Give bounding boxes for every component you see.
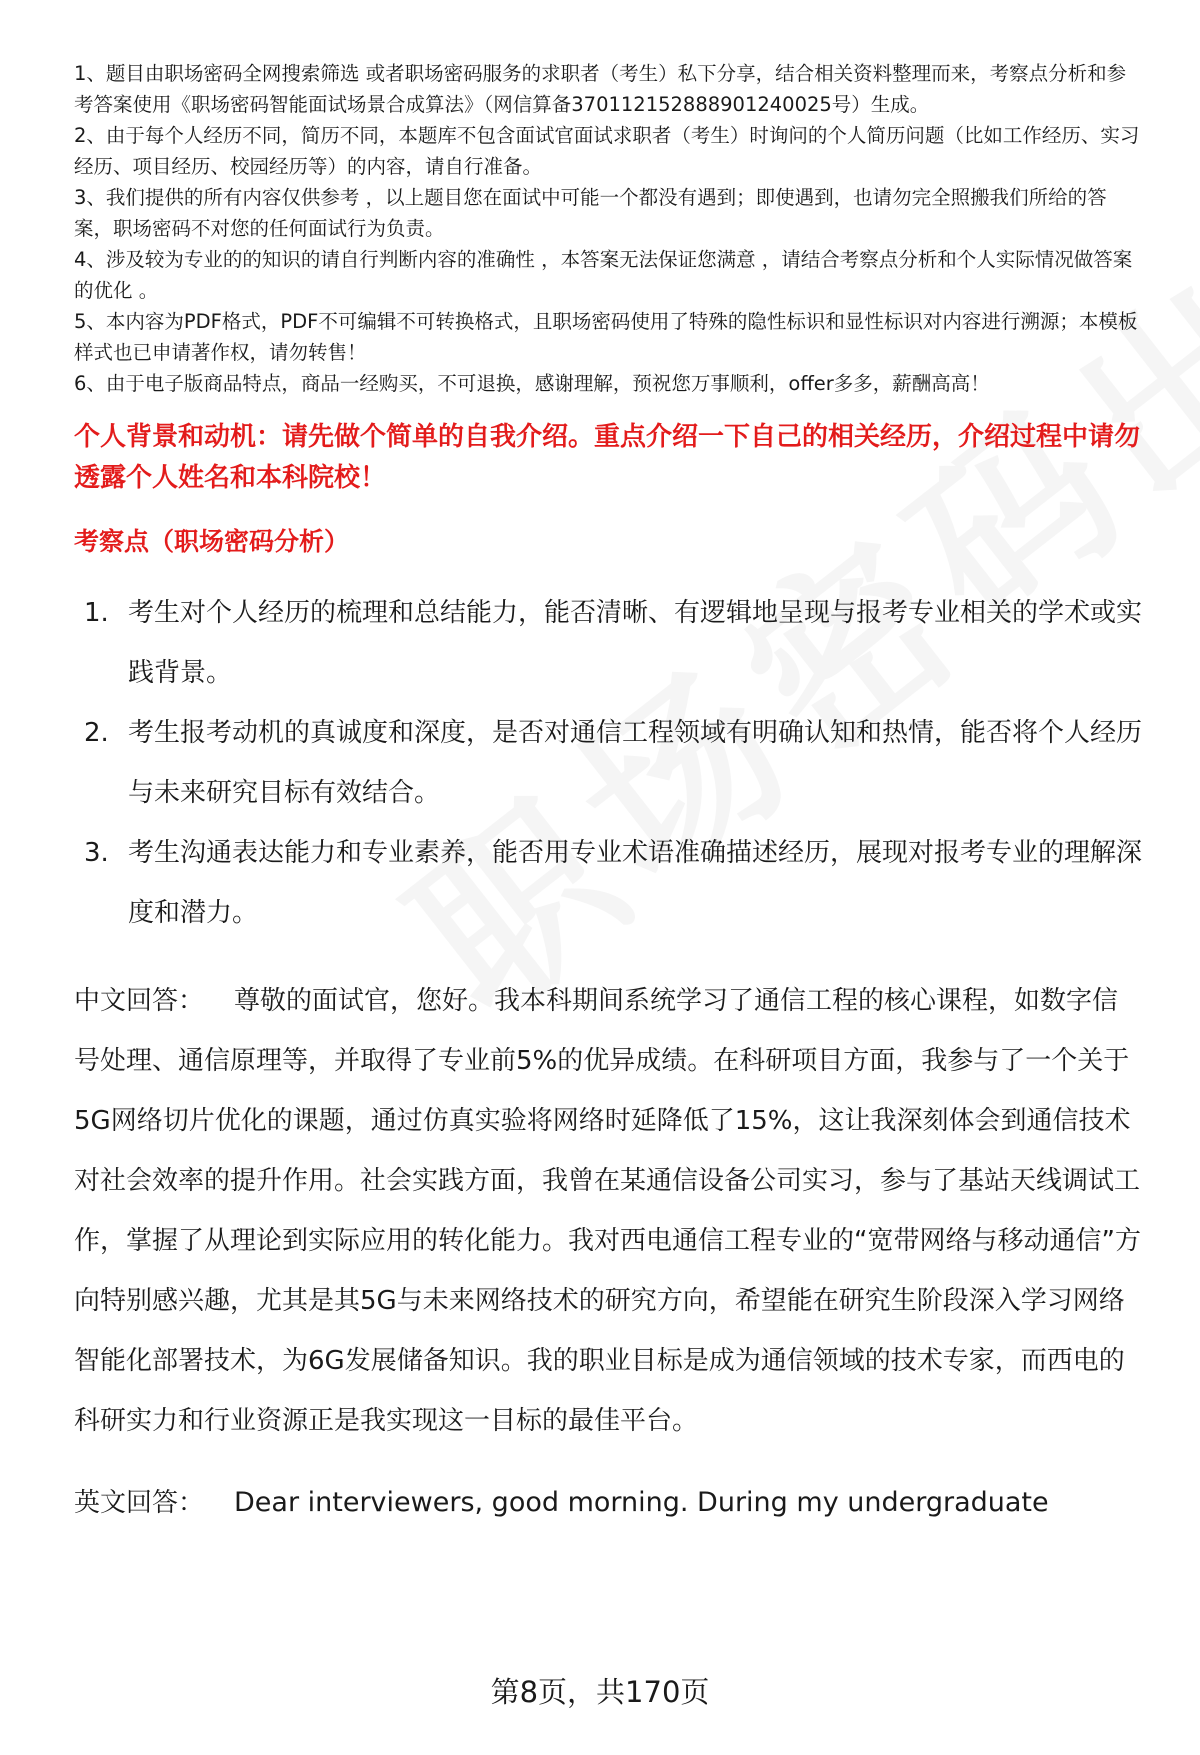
- notice-item: 1、题目由职场密码全网搜索筛选 或者职场密码服务的求职者（考生）私下分享，结合相关资料整理而来，考察点分析和参考答案使用《职场密码智能面试场景合成算法》（网信算备370112152888901240025号）生成。: [74, 62, 1127, 116]
- english-answer-label: 英文回答：: [74, 1488, 205, 1518]
- notice-list: [74, 58, 1144, 399]
- analysis-heading: 考察点（职场密码分析）: [74, 527, 350, 556]
- analysis-point: [74, 703, 1144, 823]
- notice-item: 3、我们提供的所有内容仅供参考 ，以上题目您在面试中可能一个都没有遇到；即使遇到，也请勿完全照搬我们所给的答案，职场密码不对您的任何面试行为负责。: [74, 186, 1107, 240]
- notice-item: 4、涉及较为专业的的知识的请自行判断内容的准确性 ，本答案无法保证您满意 ，请结合考察点分析和个人实际情况做答案的优化 。: [74, 248, 1133, 302]
- chinese-answer-text: 尊敬的面试官，您好。我本科期间系统学习了通信工程的核心课程，如数字信号处理、通信原理等，并取得了专业前5%的优异成绩。在科研项目方面，我参与了一个关于5G网络切片优化的课题，通过仿真实验将网络时延降低了15%，这让我深刻体会到通信技术对社会效率的提升作用。社会实践方面，我曾在某通信设备公司实习，参与了基站天线调试工作，掌握了从理论到实际应用的转化能力。我对西电通信工程专业的“宽带网络与移动通信”方向特别感兴趣，尤其是其5G与未来网络技术的研究方向，希望能在研究生阶段深入学习网络智能化部署技术，为6G发展储备知识。我的职业目标是成为通信领域的技术专家，而西电的科研实力和行业资源正是我实现这一目标的最佳平台。: [74, 986, 1141, 1436]
- analysis-point: [74, 583, 1144, 703]
- chinese-answer: [74, 971, 1144, 1451]
- notice-item: 2、由于每个人经历不同，简历不同，本题库不包含面试官面试求职者（考生）时询问的个人简历问题（比如工作经历、实习经历、项目经历、校园经历等）的内容，请自行准备。: [74, 124, 1140, 178]
- question-title: 个人背景和动机：请先做个简单的自我介绍。重点介绍一下自己的相关经历，介绍过程中请勿透露个人姓名和本科院校！: [74, 422, 1141, 493]
- point-text: 考生沟通表达能力和专业素养，能否用专业术语准确描述经历，展现对报考专业的理解深度和潜力。: [128, 838, 1143, 928]
- point-number: 1.: [84, 598, 109, 628]
- point-text: 考生对个人经历的梳理和总结能力，能否清晰、有逻辑地呈现与报考专业相关的学术或实践背景。: [128, 598, 1143, 688]
- point-number: 3.: [84, 838, 109, 868]
- page-content: [74, 58, 1144, 1533]
- notice-item: 5、本内容为PDF格式，PDF不可编辑不可转换格式，且职场密码使用了特殊的隐性标识和显性标识对内容进行溯源；本模板样式也已申请著作权，请勿转售！: [74, 310, 1138, 364]
- english-answer-text: Dear interviewers, good morning. During my undergraduate: [234, 1487, 1049, 1518]
- chinese-answer-label: 中文回答：: [74, 986, 205, 1016]
- analysis-point: [74, 823, 1144, 943]
- analysis-points: [74, 583, 1144, 943]
- english-answer: [74, 1473, 1144, 1533]
- point-text: 考生报考动机的真诚度和深度，是否对通信工程领域有明确认知和热情，能否将个人经历与未来研究目标有效结合。: [128, 718, 1143, 808]
- notice-item: 6、由于电子版商品特点，商品一经购买，不可退换，感谢理解，预祝您万事顺利，offer多多，薪酬高高！: [74, 372, 990, 395]
- page-number: 第8页，共170页: [490, 1675, 710, 1709]
- point-number: 2.: [84, 718, 109, 748]
